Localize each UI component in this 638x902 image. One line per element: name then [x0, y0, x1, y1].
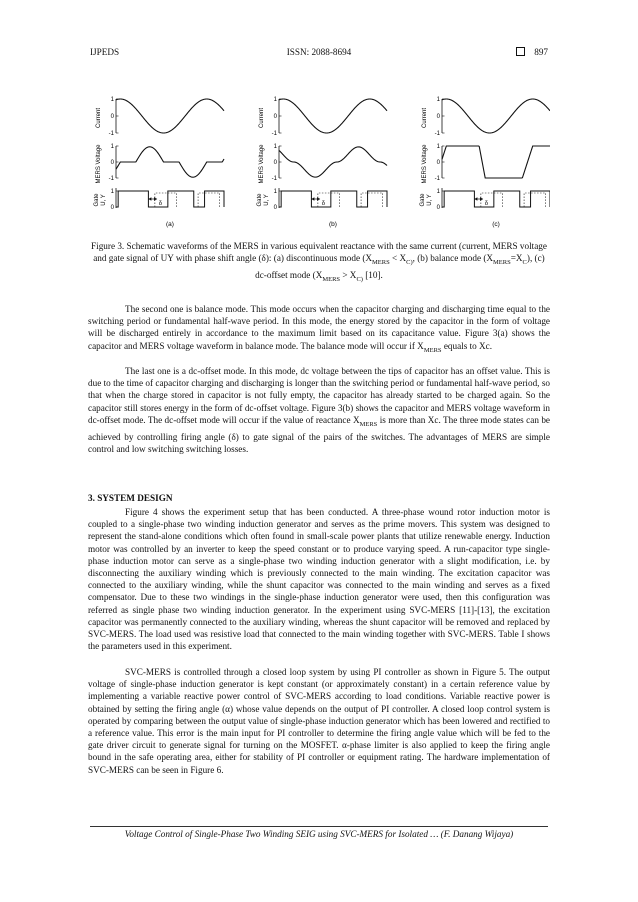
y-axis-label-gate: Gate — [420, 193, 426, 207]
figure-caption: Figure 3. Schematic waveforms of the MERS in various equivalent reactance with the same current (current, MERS voltage and gate signal of UY with phase shift angle (δ): (a) discontinuous mode ($X_{MERS} < X_{C)}$, (b) balance mode $(X_{MERS}=X_C)$, (c) dc-offset mode ($X_{MERS} > X_{C)}$ [10]. — [91, 241, 547, 283]
y-tick-label: 1 — [273, 144, 277, 150]
y-tick-label: -1 — [108, 131, 114, 137]
y-axis-label-current: Current — [422, 107, 428, 129]
gate-signal-dashed — [198, 193, 220, 207]
y-tick-label: 1 — [436, 97, 440, 103]
section-title: 3. SYSTEM DESIGN — [88, 493, 173, 503]
mers-voltage-waveform — [279, 147, 387, 177]
y-axis-label-gate-signal: U, Y — [427, 194, 433, 206]
y-axis-label-voltage: MERS Voltage — [422, 144, 428, 184]
page-header — [90, 47, 548, 63]
y-tick-label: -1 — [434, 131, 440, 137]
y-tick-label: -1 — [271, 176, 277, 182]
y-tick-label: 0 — [273, 205, 277, 211]
y-axis-label-current: Current — [96, 107, 102, 129]
paragraph-system-design: Figure 4 shows the experiment setup that has been conducted. A three-phase wound rotor induction motor is coupled to a single-phase two winding induction generator and serves as the prime movers. This system was designed to represent the stand-alone conditions which often found in small-scale power plants that utilize renewable energy. Induction motor was controlled by an inverter to keep the speed constant or to produce varying speed. A run-capacitor type single-phase induction motor can serve as a single-phase two winding induction generator with a slight modification, i.e. by disconnecting the auxiliary winding which is previously connected to the main winding. The excitation capacitor was connected to the auxiliary winding, while the shunt capacitor was connected to the main winding and serves as a fixed compensator. Due to these two windings in the single-phase induction generator were used, then this configuration was referred as single phase two winding induction generator. In the experiment using SVC-MERS [11]-[13], the excitation capacitor was permanently connected to the auxiliary winding, whereas the shunt capacitor will be removed and replaced by SVC-MERS. The load used was resistive load that connected to the main winding together with SVC-MERS. Table I shows the parameters used in this experiment. — [88, 507, 550, 652]
y-tick-label: -1 — [271, 131, 277, 137]
y-axis-label-gate: Gate — [94, 193, 100, 207]
current-waveform — [116, 99, 224, 133]
figure-3 — [88, 80, 550, 230]
y-tick-label: 1 — [273, 189, 277, 195]
y-tick-label: 0 — [436, 114, 440, 120]
subfigure-label: (b) — [329, 221, 337, 228]
y-axis-label-voltage: MERS Voltage — [96, 144, 102, 184]
subfigure-label: (c) — [492, 221, 500, 228]
y-tick-label: 1 — [110, 189, 114, 195]
mers-voltage-waveform — [442, 146, 550, 178]
checkbox-icon — [516, 47, 525, 56]
page-number: 897 — [534, 47, 548, 57]
page-number-group — [516, 47, 548, 57]
y-tick-label: 1 — [273, 97, 277, 103]
y-tick-label: 1 — [110, 97, 114, 103]
gate-signal-waveform — [279, 191, 387, 207]
y-tick-label: 0 — [110, 114, 114, 120]
y-tick-label: 0 — [273, 114, 277, 120]
y-tick-label: 1 — [110, 144, 114, 150]
mers-voltage-waveform — [116, 147, 224, 177]
arrow-head-icon — [480, 197, 483, 201]
y-axis-label-current: Current — [259, 107, 265, 129]
y-tick-label: 0 — [110, 205, 114, 211]
delta-label: δ — [484, 201, 489, 207]
journal-name: IJPEDS — [90, 47, 120, 57]
delta-label: δ — [321, 201, 326, 207]
waveform-figure — [88, 80, 550, 230]
gate-signal-waveform — [116, 191, 224, 207]
page-footer: Voltage Control of Single-Phase Two Winding SEIG using SVC-MERS for Isolated … (F. Danang Wijaya) — [124, 829, 514, 839]
subfigure-label: (a) — [166, 221, 174, 228]
footer-rule — [90, 826, 548, 827]
current-waveform — [279, 99, 387, 133]
arrow-head-icon — [154, 197, 157, 201]
y-axis-label-gate: Gate — [257, 193, 263, 207]
y-tick-label: 0 — [436, 205, 440, 211]
paragraph-balance-mode: The second one is balance mode. This mode occurs when the capacitor charging and discharging time equal to the switching period or fundamental half-wave period. In this mode, the energy stored by the capacitor in the form of voltage will be discharged entirely in accordance to the maximum limit based on its capacitance value. Figure 3(a) shows the capacitor and MERS voltage waveform in balance mode. The balance mode will occur if $X_{MERS}$ equals to Xc. — [88, 304, 550, 354]
y-axis-label-gate-signal: U, Y — [264, 194, 270, 206]
y-tick-label: 0 — [273, 160, 277, 166]
delta-label: δ — [158, 201, 163, 207]
paragraph-dc-offset-mode: The last one is a dc-offset mode. In this mode, dc voltage between the tips of capacitor has an offset value. This is due to the time of capacitor charging and discharging is longer than the switching period or fundamental half-wave period, so that when the charge stored in capacitor is not fully empty, the capacitor has already started to be charged again. So the capacitor still stores energy in the form of dc-offset voltage. Figure 3(b) shows the capacitor and MERS voltage waveform in dc-offset mode. The dc-offset mode will occur if the value of reactance $X_{MERS}$ is more than Xc. The three mode states can be achieved by controlling firing angle (δ) to gate signal of the pairs of the switches. The advantages of MERS are simple control and low switching switching losses. — [88, 366, 551, 455]
y-tick-label: 1 — [436, 144, 440, 150]
issn: ISSN: 2088-8694 — [286, 47, 352, 57]
gate-signal-dashed — [361, 193, 383, 207]
gate-signal-dashed — [524, 193, 546, 207]
y-tick-label: 0 — [110, 160, 114, 166]
y-tick-label: 1 — [436, 189, 440, 195]
paragraph-svc-mers-control: SVC-MERS is controlled through a closed loop system by using PI controller as shown in Figure 5. The output voltage of single-phase induction generator is kept constant (or approximately constant) in a certain reference value by implementing a variable reactive power control of SVC-MERS according to load conditions. Variable reactive power is obtained by setting the firing angle (α) whose value depends on the output of PI controller. A closed loop control system is operated by comparing between the output value of single-phase induction generator which has been lowered and rectified to a reference value. This error is the main input for PI controller to determine the firing angle value which will be fed to the gate driver circuit to generate signal for turning on the MOSFET. α-phase limiter is also applied to keep the firing angle bound in the safe operating area, either for stability of PI controller or equipment rating. The hardware implementation of SVC-MERS can be seen in Figure 6. — [88, 667, 550, 775]
y-tick-label: -1 — [434, 176, 440, 182]
current-waveform — [442, 99, 550, 133]
y-axis-label-gate-signal: U, Y — [101, 194, 107, 206]
y-axis-label-voltage: MERS Voltage — [259, 144, 265, 184]
arrow-head-icon — [317, 197, 320, 201]
gate-signal-waveform — [442, 191, 550, 207]
y-tick-label: -1 — [108, 176, 114, 182]
y-tick-label: 0 — [436, 160, 440, 166]
